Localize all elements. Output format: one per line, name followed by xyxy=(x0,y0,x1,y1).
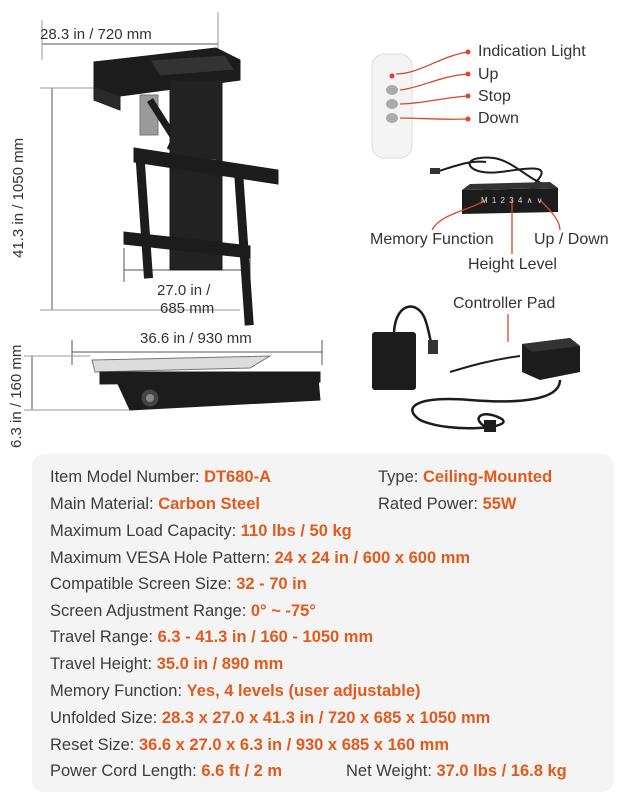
keypad-keys: M 1 2 3 4 ∧ ∨ xyxy=(481,196,544,205)
base-width-label: 36.6 in / 930 mm xyxy=(140,330,252,347)
spec-power: Rated Power: 55W xyxy=(378,495,517,513)
top-width-label: 28.3 in / 720 mm xyxy=(40,26,152,43)
vesa-width-label-line1: 27.0 in / xyxy=(157,282,211,299)
down-label: Down xyxy=(478,110,519,127)
up-label: Up xyxy=(478,66,499,83)
stop-label: Stop xyxy=(478,88,511,105)
spec-type: Type: Ceiling-Mounted xyxy=(378,468,553,486)
up-down-label: Up / Down xyxy=(534,231,609,248)
base-height-label: 6.3 in / 160 mm xyxy=(8,344,25,448)
indication-light-label: Indication Light xyxy=(478,43,586,60)
memory-function-label: Memory Function xyxy=(370,231,494,248)
specifications-card xyxy=(32,454,614,792)
spec-material: Main Material: Carbon Steel xyxy=(50,495,260,513)
spec-net-weight: Net Weight: 37.0 lbs / 16.8 kg xyxy=(346,762,567,780)
spec-unfolded-size: Unfolded Size: 28.3 x 27.0 x 41.3 in / 720 x 685 x 1050 mm xyxy=(50,709,491,727)
ceiling-mount-folded xyxy=(92,356,320,410)
controller-pad-label: Controller Pad xyxy=(453,295,556,312)
controller-pad xyxy=(372,307,580,432)
vesa-width-label-line2: 685 mm xyxy=(160,300,215,317)
remote-control xyxy=(372,54,412,158)
spec-travel-range: Travel Range: 6.3 - 41.3 in / 160 - 1050 mm xyxy=(50,628,374,646)
height-level-label: Height Level xyxy=(468,256,557,273)
spec-adjustment: Screen Adjustment Range: 0° ~ -75° xyxy=(50,602,316,620)
spec-screen-size: Compatible Screen Size: 32 - 70 in xyxy=(50,575,307,593)
spec-model: Item Model Number: DT680-A xyxy=(50,468,271,486)
keypad-controller xyxy=(430,158,558,214)
spec-travel-height: Travel Height: 35.0 in / 890 mm xyxy=(50,655,284,673)
spec-cord-length: Power Cord Length: 6.6 ft / 2 m xyxy=(50,762,283,780)
spec-reset-size: Reset Size: 36.6 x 27.0 x 6.3 in / 930 x 685 x 160 mm xyxy=(50,736,450,754)
spec-load: Maximum Load Capacity: 110 lbs / 50 kg xyxy=(50,522,352,540)
spec-vesa: Maximum VESA Hole Pattern: 24 x 24 in / 600 x 600 mm xyxy=(50,549,471,567)
spec-memory: Memory Function: Yes, 4 levels (user adjustable) xyxy=(50,682,421,700)
height-label: 41.3 in / 1050 mm xyxy=(10,137,27,258)
